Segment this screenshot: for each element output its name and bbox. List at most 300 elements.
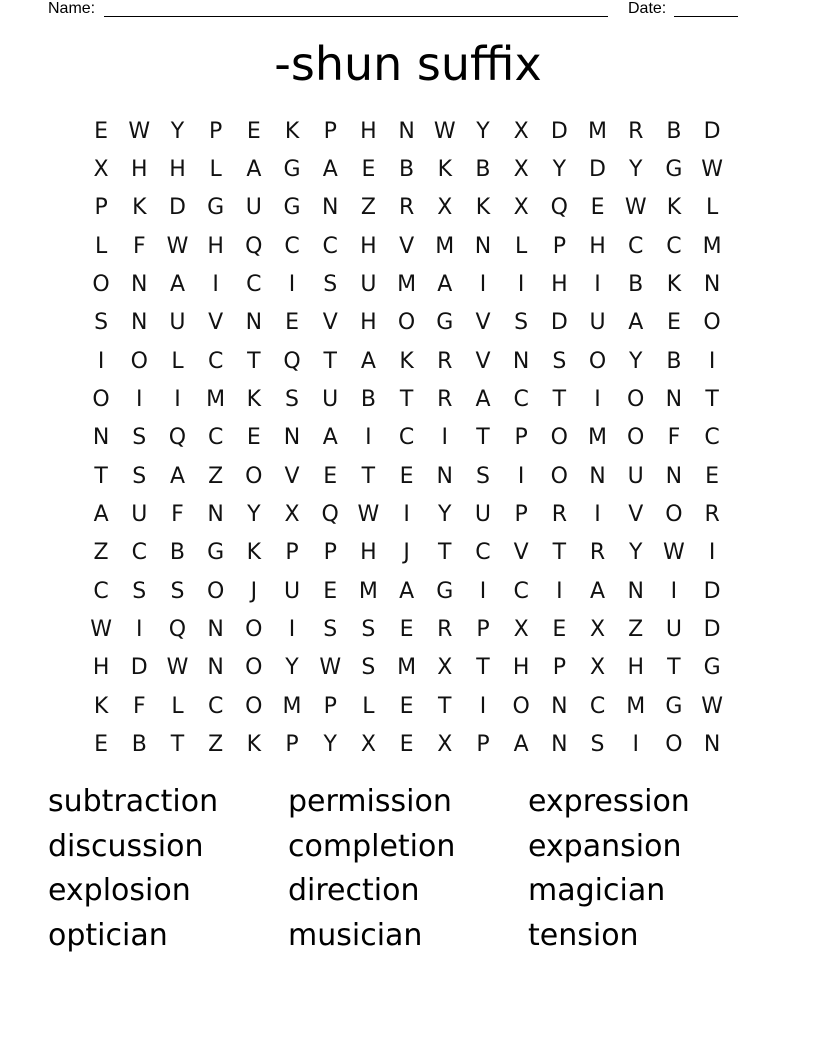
grid-letter: Z <box>628 617 644 643</box>
grid-letter: T <box>552 540 567 566</box>
word-list-item: completion <box>288 828 456 864</box>
grid-letter: Q <box>168 617 187 643</box>
grid-letter: L <box>362 693 375 719</box>
grid-letter: N <box>398 118 415 144</box>
grid-letter: U <box>360 272 377 298</box>
grid-letter: T <box>170 732 185 758</box>
grid-letter: O <box>627 425 645 451</box>
grid-letter: T <box>552 387 567 413</box>
grid-letter: E <box>590 195 605 221</box>
grid-letter: I <box>136 387 143 413</box>
grid-letter: N <box>703 272 721 298</box>
grid-letter: E <box>705 463 720 489</box>
grid-letter: N <box>589 463 606 489</box>
grid-letter: O <box>550 425 568 451</box>
date-blank-line[interactable] <box>674 16 738 17</box>
grid-letter: V <box>284 463 300 489</box>
grid-letter: Y <box>628 157 643 183</box>
grid-letter: E <box>323 578 338 604</box>
grid-letter: O <box>206 578 225 604</box>
grid-letter: Q <box>245 233 263 259</box>
grid-letter: R <box>437 387 453 413</box>
grid-letter: K <box>246 540 262 566</box>
grid-letter: P <box>323 118 337 144</box>
grid-letter: K <box>666 272 682 298</box>
grid-letter: B <box>666 348 682 374</box>
grid-letter: Q <box>550 195 568 221</box>
grid-letter: E <box>399 693 414 719</box>
grid-letter: C <box>628 233 644 259</box>
grid-letter: Y <box>285 655 299 681</box>
grid-letter: V <box>322 310 338 336</box>
grid-letter: M <box>206 387 226 413</box>
date-label: Date: <box>628 0 667 17</box>
grid-letter: Y <box>476 118 490 144</box>
letter-grid <box>82 112 731 764</box>
grid-letter: M <box>397 655 417 681</box>
grid-letter: I <box>403 502 410 528</box>
grid-letter: M <box>588 118 608 144</box>
grid-letter: M <box>435 233 455 259</box>
grid-letter: Q <box>168 425 187 451</box>
grid-letter: K <box>93 693 109 719</box>
grid-letter: S <box>475 463 490 489</box>
grid-letter: I <box>212 272 219 298</box>
grid-letter: P <box>514 502 528 528</box>
grid-letter: D <box>168 195 186 221</box>
grid-letter: K <box>132 195 147 221</box>
grid-letter: R <box>437 348 453 374</box>
grid-letter: P <box>285 732 299 758</box>
grid-letter: S <box>285 387 300 413</box>
grid-letter: V <box>513 540 529 566</box>
grid-letter: O <box>92 387 110 413</box>
grid-letter: L <box>171 348 184 374</box>
grid-letter: H <box>360 310 377 336</box>
grid-letter: W <box>319 655 342 681</box>
word-list-item: direction <box>288 873 420 909</box>
word-list-item: optician <box>48 918 168 954</box>
grid-letter: G <box>665 693 683 719</box>
grid-letter: C <box>284 233 300 259</box>
grid-letter: B <box>475 157 491 183</box>
grid-letter: U <box>589 310 606 336</box>
grid-letter: C <box>322 233 338 259</box>
grid-letter: O <box>245 617 263 643</box>
grid-letter: I <box>517 272 525 298</box>
grid-letter: S <box>361 655 376 681</box>
grid-letter: F <box>132 233 146 259</box>
grid-letter: O <box>512 693 530 719</box>
grid-letter: G <box>436 310 454 336</box>
grid-letter: L <box>515 233 528 259</box>
grid-letter: E <box>323 463 338 489</box>
grid-letter: H <box>360 233 377 259</box>
grid-letter: X <box>513 195 529 221</box>
grid-letter: N <box>245 310 263 336</box>
grid-letter: S <box>323 617 338 643</box>
word-list-item: tension <box>528 918 639 954</box>
grid-letter: N <box>551 732 568 758</box>
grid-letter: V <box>399 233 415 259</box>
name-blank-line[interactable] <box>104 16 608 17</box>
grid-letter: X <box>360 732 376 758</box>
grid-letter: O <box>397 310 416 336</box>
grid-letter: A <box>322 425 338 451</box>
grid-letter: I <box>136 617 143 643</box>
grid-letter: C <box>704 425 720 451</box>
grid-letter: V <box>628 502 644 528</box>
word-list-item: permission <box>288 784 452 819</box>
grid-letter: N <box>283 425 301 451</box>
grid-letter: H <box>551 272 568 298</box>
grid-letter: H <box>169 157 186 183</box>
grid-letter: A <box>628 310 644 336</box>
grid-letter: T <box>323 348 337 374</box>
grid-letter: A <box>93 502 109 528</box>
grid-letter: S <box>132 425 147 451</box>
grid-letter: I <box>556 578 563 604</box>
grid-letter: T <box>438 540 452 566</box>
grid-letter: N <box>665 463 683 489</box>
grid-letter: B <box>360 387 376 413</box>
grid-letter: I <box>517 463 525 489</box>
grid-letter: S <box>514 310 529 336</box>
grid-letter: R <box>551 502 567 528</box>
grid-letter: X <box>589 617 606 643</box>
grid-letter: B <box>169 540 186 566</box>
grid-letter: X <box>284 502 300 528</box>
grid-letter: I <box>594 502 601 528</box>
word-list-item: discussion <box>48 828 204 864</box>
grid-letter: W <box>701 693 723 719</box>
grid-letter: C <box>513 387 529 413</box>
grid-letter: I <box>288 272 296 298</box>
grid-letter: Q <box>321 502 339 528</box>
grid-letter: O <box>245 693 263 719</box>
grid-letter: J <box>250 578 258 604</box>
grid-letter: U <box>169 310 186 336</box>
name-label: Name: <box>48 0 96 17</box>
grid-letter: S <box>361 617 376 643</box>
grid-letter: R <box>704 502 720 528</box>
grid-letter: T <box>667 655 681 681</box>
grid-letter: I <box>479 693 487 719</box>
grid-letter: G <box>283 195 301 221</box>
grid-letter: S <box>94 310 109 336</box>
grid-letter: P <box>323 540 337 566</box>
grid-letter: X <box>513 617 529 643</box>
grid-letter: H <box>131 157 148 183</box>
grid-letter: P <box>94 195 108 221</box>
grid-letter: E <box>361 157 376 183</box>
grid-letter: S <box>590 732 605 758</box>
word-list-item: magician <box>528 873 666 909</box>
grid-letter: C <box>246 272 262 298</box>
grid-letter: U <box>131 502 148 528</box>
grid-letter: C <box>131 540 147 566</box>
grid-letter: K <box>246 387 262 413</box>
grid-letter: E <box>246 118 261 144</box>
word-list-item: expansion <box>528 828 682 864</box>
grid-letter: T <box>705 387 719 413</box>
grid-letter: O <box>703 310 721 336</box>
grid-letter: I <box>708 348 716 374</box>
grid-letter: X <box>589 655 606 681</box>
grid-letter: O <box>665 502 683 528</box>
grid-letter: W <box>128 118 151 144</box>
grid-letter: A <box>246 157 262 183</box>
grid-letter: J <box>403 540 410 566</box>
grid-letter: U <box>322 387 339 413</box>
grid-letter: M <box>397 272 417 298</box>
grid-letter: E <box>552 617 567 643</box>
grid-letter: N <box>207 617 224 643</box>
grid-letter: P <box>476 617 490 643</box>
grid-letter: H <box>589 233 606 259</box>
grid-letter: E <box>399 463 414 489</box>
grid-letter: Y <box>170 118 185 144</box>
grid-letter: I <box>97 348 105 374</box>
grid-letter: B <box>131 732 147 758</box>
grid-letter: N <box>703 732 721 758</box>
grid-letter: G <box>703 655 721 681</box>
grid-letter: K <box>475 195 491 221</box>
grid-letter: U <box>474 502 492 528</box>
grid-letter: C <box>398 425 415 451</box>
grid-letter: M <box>702 233 722 259</box>
grid-letter: I <box>365 425 372 451</box>
grid-letter: V <box>208 310 224 336</box>
grid-letter: I <box>479 578 487 604</box>
grid-letter: N <box>207 655 224 681</box>
grid-letter: N <box>321 195 339 221</box>
grid-letter: C <box>589 693 606 719</box>
grid-letter: G <box>436 578 454 604</box>
grid-letter: U <box>627 463 644 489</box>
grid-letter: L <box>209 157 222 183</box>
grid-letter: R <box>437 617 453 643</box>
grid-letter: O <box>665 732 683 758</box>
grid-letter: I <box>594 272 601 298</box>
grid-letter: E <box>285 310 299 336</box>
grid-letter: Z <box>208 463 224 489</box>
grid-letter: W <box>166 655 189 681</box>
grid-letter: Y <box>438 502 452 528</box>
grid-letter: H <box>207 233 224 259</box>
grid-letter: K <box>666 195 682 221</box>
grid-letter: V <box>475 348 491 374</box>
grid-letter: G <box>207 540 225 566</box>
grid-letter: T <box>476 655 490 681</box>
grid-letter: S <box>132 463 147 489</box>
grid-letter: L <box>171 693 184 719</box>
grid-letter: K <box>437 157 452 183</box>
grid-letter: L <box>94 233 108 259</box>
grid-letter: I <box>632 732 639 758</box>
grid-letter: S <box>170 578 185 604</box>
grid-letter: P <box>476 732 490 758</box>
grid-letter: U <box>283 578 301 604</box>
grid-letter: S <box>552 348 567 374</box>
grid-letter: Q <box>283 348 301 374</box>
name-date-row <box>48 0 748 20</box>
grid-letter: D <box>550 118 568 144</box>
grid-letter: C <box>207 693 224 719</box>
grid-letter: M <box>588 425 608 451</box>
grid-letter: E <box>399 732 414 758</box>
grid-letter: Z <box>208 732 224 758</box>
grid-letter: D <box>130 655 148 681</box>
grid-letter: R <box>589 540 606 566</box>
grid-letter: Y <box>628 348 643 374</box>
grid-letter: D <box>703 578 721 604</box>
grid-letter: M <box>626 693 646 719</box>
grid-letter: N <box>131 272 148 298</box>
grid-letter: I <box>288 617 296 643</box>
grid-letter: G <box>283 157 301 183</box>
word-list-item: subtraction <box>48 784 219 819</box>
word-list <box>48 780 768 959</box>
word-list-item: expression <box>528 784 690 819</box>
grid-letter: W <box>166 233 189 259</box>
grid-letter: H <box>512 655 530 681</box>
grid-letter: F <box>171 502 184 528</box>
grid-letter: P <box>323 693 337 719</box>
grid-letter: F <box>667 425 681 451</box>
grid-letter: O <box>245 655 263 681</box>
grid-letter: W <box>663 540 685 566</box>
grid-letter: N <box>512 348 530 374</box>
grid-letter: K <box>399 348 414 374</box>
grid-letter: I <box>479 272 487 298</box>
grid-letter: T <box>361 463 376 489</box>
grid-letter: O <box>245 463 263 489</box>
grid-letter: T <box>399 387 414 413</box>
grid-letter: E <box>666 310 681 336</box>
grid-letter: A <box>360 348 376 374</box>
grid-letter: G <box>207 195 225 221</box>
grid-letter: Y <box>628 540 643 566</box>
grid-letter: H <box>92 655 110 681</box>
grid-letter: X <box>513 157 529 183</box>
word-list-item: explosion <box>48 873 191 909</box>
grid-letter: N <box>207 502 224 528</box>
grid-letter: X <box>437 655 453 681</box>
grid-letter: P <box>285 540 299 566</box>
grid-letter: N <box>665 387 683 413</box>
grid-letter: A <box>169 463 185 489</box>
grid-letter: V <box>475 310 491 336</box>
grid-letter: K <box>284 118 300 144</box>
grid-letter: I <box>708 540 716 566</box>
grid-letter: A <box>399 578 415 604</box>
grid-letter: D <box>589 157 606 183</box>
grid-letter: P <box>552 233 566 259</box>
grid-letter: E <box>94 732 109 758</box>
grid-letter: P <box>552 655 566 681</box>
grid-letter: E <box>94 118 109 144</box>
grid-letter: N <box>92 425 110 451</box>
grid-letter: O <box>550 463 568 489</box>
page-title: -shun suffix <box>274 37 542 91</box>
grid-letter: G <box>665 157 683 183</box>
grid-letter: I <box>594 387 601 413</box>
grid-letter: R <box>398 195 415 221</box>
grid-letter: A <box>513 732 529 758</box>
grid-letter: T <box>476 425 490 451</box>
grid-letter: N <box>474 233 492 259</box>
grid-letter: W <box>433 118 456 144</box>
grid-letter: M <box>358 578 378 604</box>
grid-letter: C <box>93 578 109 604</box>
grid-letter: O <box>92 272 110 298</box>
grid-letter: D <box>703 617 721 643</box>
grid-letter: H <box>627 655 644 681</box>
grid-letter: A <box>475 387 491 413</box>
grid-letter: W <box>357 502 380 528</box>
grid-letter: I <box>441 425 449 451</box>
grid-letter: X <box>513 118 529 144</box>
grid-letter: E <box>246 425 261 451</box>
grid-letter: C <box>207 425 224 451</box>
grid-letter: M <box>282 693 302 719</box>
grid-letter: X <box>437 195 453 221</box>
grid-letter: A <box>437 272 453 298</box>
grid-letter: Z <box>93 540 109 566</box>
grid-letter: E <box>399 617 414 643</box>
grid-letter: A <box>169 272 185 298</box>
word-list-item: musician <box>288 918 423 954</box>
grid-letter: H <box>360 540 377 566</box>
grid-letter: R <box>628 118 644 144</box>
grid-letter: A <box>590 578 606 604</box>
grid-letter: T <box>94 463 108 489</box>
grid-letter: Y <box>552 157 567 183</box>
grid-letter: N <box>131 310 148 336</box>
grid-letter: N <box>551 693 568 719</box>
grid-letter: B <box>399 157 415 183</box>
grid-letter: L <box>705 195 719 221</box>
grid-letter: U <box>245 195 262 221</box>
grid-letter: X <box>437 732 453 758</box>
grid-letter: O <box>627 387 645 413</box>
grid-letter: O <box>588 348 607 374</box>
grid-letter: H <box>360 118 377 144</box>
grid-letter: Y <box>247 502 261 528</box>
grid-letter: N <box>627 578 644 604</box>
grid-letter: C <box>666 233 682 259</box>
grid-letter: B <box>628 272 644 298</box>
grid-letter: N <box>436 463 454 489</box>
grid-letter: K <box>246 732 262 758</box>
grid-letter: F <box>132 693 146 719</box>
grid-letter: T <box>438 693 452 719</box>
grid-letter: S <box>323 272 338 298</box>
grid-letter: T <box>247 348 261 374</box>
grid-letter: I <box>174 387 181 413</box>
grid-letter: I <box>670 578 678 604</box>
grid-letter: C <box>513 578 529 604</box>
grid-letter: O <box>130 348 148 374</box>
grid-letter: U <box>665 617 682 643</box>
grid-letter: A <box>322 157 338 183</box>
grid-letter: D <box>703 118 721 144</box>
grid-letter: C <box>475 540 491 566</box>
grid-letter: B <box>666 118 682 144</box>
grid-letter: P <box>514 425 528 451</box>
grid-letter: S <box>132 578 147 604</box>
